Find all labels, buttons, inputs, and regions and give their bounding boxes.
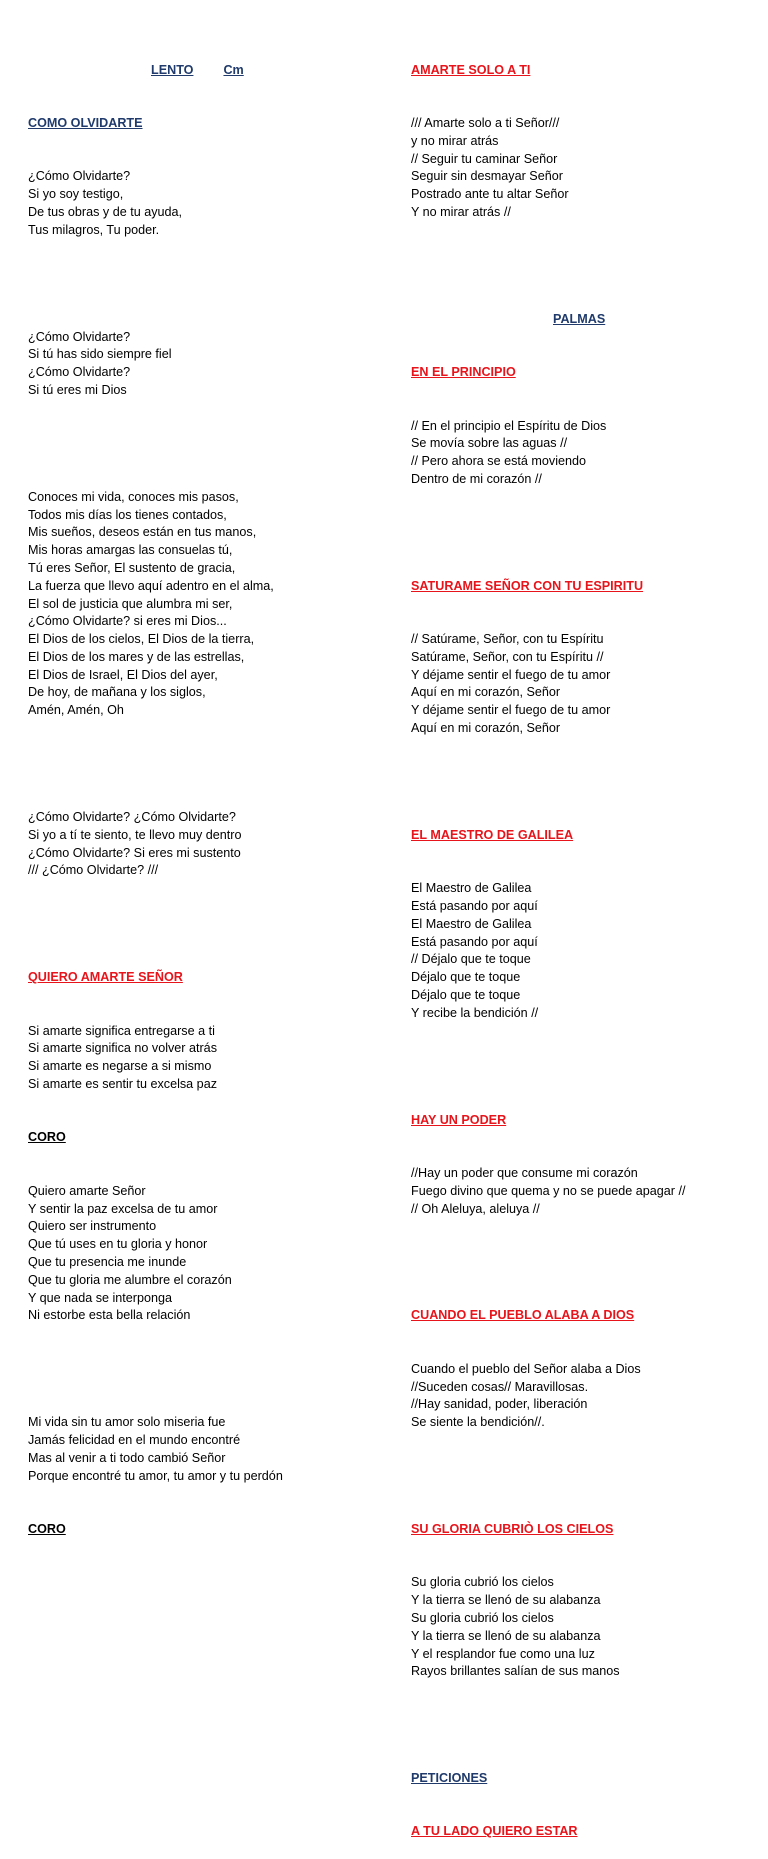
lyric-line: Está pasando por aquí xyxy=(411,899,538,914)
song-title: COMO OLVIDARTE xyxy=(28,115,143,130)
lyric-line: ¿Cómo Olvidarte? Si eres mi sustento xyxy=(28,845,241,860)
lyric-line: // Déjalo que te toque xyxy=(411,952,531,967)
chorus-label: CORO xyxy=(28,1130,66,1145)
lyrics xyxy=(411,115,751,222)
lyric-line: // Oh Aleluya, aleluya // xyxy=(411,1201,540,1216)
lyric-line: Su gloria cubrió los cielos xyxy=(411,1575,554,1590)
tempo-label: LENTO xyxy=(151,62,194,77)
tempo-header xyxy=(28,62,383,80)
lyric-line: ¿Cómo Olvidarte? xyxy=(28,329,131,344)
lyric-line: Mas al venir a ti todo cambió Señor xyxy=(28,1450,226,1465)
lyrics xyxy=(411,631,751,738)
lyric-line: Se movía sobre las aguas // xyxy=(411,436,568,451)
song-title: EL MAESTRO DE GALILEA xyxy=(411,827,574,842)
lyric-line: El Dios de los cielos, El Dios de la tierra, xyxy=(28,632,255,647)
song-title: CUANDO EL PUEBLO ALABA A DIOS xyxy=(411,1308,635,1323)
lyric-line: ¿Cómo Olvidarte? ¿Cómo Olvidarte? xyxy=(28,810,236,825)
lyric-line: Aquí en mi corazón, Señor xyxy=(411,685,561,700)
lyric-line: // Pero ahora se está moviendo xyxy=(411,454,587,469)
lyric-line: Aquí en mi corazón, Señor xyxy=(411,721,561,736)
lyric-line: Cuando el pueblo del Señor alaba a Dios xyxy=(411,1361,641,1376)
lyric-line: Si tú has sido siempre fiel xyxy=(28,347,172,362)
song-title: QUIERO AMARTE SEÑOR xyxy=(28,970,183,985)
lyric-line: Amén, Amén, Oh xyxy=(28,703,124,718)
lyric-line: Y déjame sentir el fuego de tu amor xyxy=(411,703,611,718)
lyrics xyxy=(411,1165,751,1218)
lyric-line: /// ¿Cómo Olvidarte? /// xyxy=(28,863,159,878)
verse xyxy=(28,809,383,880)
lyric-line: Se siente la bendición//. xyxy=(411,1415,545,1430)
verse xyxy=(28,329,383,400)
lyric-line: // Seguir tu caminar Señor xyxy=(411,151,558,166)
lyric-line: Si amarte es sentir tu excelsa paz xyxy=(28,1077,217,1092)
song-title: HAY UN PODER xyxy=(411,1112,507,1127)
lyric-line: De hoy, de mañana y los siglos, xyxy=(28,685,206,700)
song-title: EN EL PRINCIPIO xyxy=(411,365,516,380)
lyric-line: Conoces mi vida, conoces mis pasos, xyxy=(28,489,239,504)
lyric-line: El sol de justicia que alumbra mi ser, xyxy=(28,596,233,611)
lyric-line: Si tú eres mi Dios xyxy=(28,382,127,397)
lyric-line: Déjalo que te toque xyxy=(411,988,521,1003)
lyric-line: El Maestro de Galilea xyxy=(411,881,532,896)
verse xyxy=(28,1414,383,1485)
lyric-line: Quiero amarte Señor xyxy=(28,1183,146,1198)
lyric-line: Que tu gloria me alumbre el corazón xyxy=(28,1272,232,1287)
lyric-line: Y no mirar atrás // xyxy=(411,204,511,219)
lyric-line: Jamás felicidad en el mundo encontré xyxy=(28,1432,241,1447)
lyric-line: El Dios de los mares y de las estrellas, xyxy=(28,649,245,664)
lyrics xyxy=(411,418,751,489)
verse xyxy=(28,1023,383,1094)
key-label: Cm xyxy=(223,62,244,77)
lyric-line: Si amarte es negarse a si mismo xyxy=(28,1059,212,1074)
song-title: SU GLORIA CUBRIÒ LOS CIELOS xyxy=(411,1521,614,1536)
lyric-line: Fuego divino que quema y no se puede apagar // xyxy=(411,1183,686,1198)
lyric-line: El Maestro de Galilea xyxy=(411,916,532,931)
lyric-line: Tus milagros, Tu poder. xyxy=(28,222,160,237)
lyric-line: // En el principio el Espíritu de Dios xyxy=(411,418,607,433)
lyric-line: Mis sueños, deseos están en tus manos, xyxy=(28,525,257,540)
lyric-line: Y la tierra se llenó de su alabanza xyxy=(411,1593,601,1608)
song-title: A TU LADO QUIERO ESTAR xyxy=(411,1824,578,1839)
lyric-line: Ni estorbe esta bella relación xyxy=(28,1308,191,1323)
lyric-line: Que tú uses en tu gloria y honor xyxy=(28,1237,208,1252)
lyric-line: Si amarte significa no volver atrás xyxy=(28,1041,217,1056)
lyric-line: Y el resplandor fue como una luz xyxy=(411,1646,595,1661)
lyric-line: //Suceden cosas// Maravillosas. xyxy=(411,1379,589,1394)
lyric-line: La fuerza que llevo aquí adentro en el alma, xyxy=(28,578,274,593)
lyric-line: ¿Cómo Olvidarte? si eres mi Dios... xyxy=(28,614,227,629)
lyrics xyxy=(411,1574,751,1681)
lyric-line: /// Amarte solo a ti Señor/// xyxy=(411,115,560,130)
lyric-line: ¿Cómo Olvidarte? xyxy=(28,365,131,380)
lyric-line: Tú eres Señor, El sustento de gracia, xyxy=(28,560,236,575)
lyric-line: y no mirar atrás xyxy=(411,133,499,148)
lyrics xyxy=(411,1361,751,1432)
section-heading: PETICIONES xyxy=(411,1771,488,1786)
lyric-line: Y sentir la paz excelsa de tu amor xyxy=(28,1201,218,1216)
right-column xyxy=(411,26,751,1859)
lyric-line: El Dios de Israel, El Dios del ayer, xyxy=(28,667,218,682)
lyric-line: Su gloria cubrió los cielos xyxy=(411,1610,554,1625)
verse xyxy=(28,168,383,239)
lyric-line: Porque encontré tu amor, tu amor y tu perdón xyxy=(28,1468,283,1483)
lyric-line: Que tu presencia me inunde xyxy=(28,1254,187,1269)
song-title: AMARTE SOLO A TI xyxy=(411,62,531,77)
lyric-line: ¿Cómo Olvidarte? xyxy=(28,169,131,184)
lyric-line: Está pasando por aquí xyxy=(411,934,538,949)
lyric-line: Si yo a tí te siento, te llevo muy dentro xyxy=(28,827,242,842)
lyrics xyxy=(411,880,751,1022)
lyric-line: Y déjame sentir el fuego de tu amor xyxy=(411,667,611,682)
lyric-line: Postrado ante tu altar Señor xyxy=(411,187,569,202)
chorus-label: CORO xyxy=(28,1521,66,1536)
lyric-line: De tus obras y de tu ayuda, xyxy=(28,204,183,219)
lyric-line: Mis horas amargas las consuelas tú, xyxy=(28,543,233,558)
lyric-line: Déjalo que te toque xyxy=(411,970,521,985)
song-title: SATURAME SEÑOR CON TU ESPIRITU xyxy=(411,578,644,593)
lyric-line: Satúrame, Señor, con tu Espíritu // xyxy=(411,649,604,664)
section-heading: PALMAS xyxy=(553,311,606,326)
lyric-line: Dentro de mi corazón // xyxy=(411,471,542,486)
lyric-line: //Hay un poder que consume mi corazón xyxy=(411,1166,638,1180)
lyric-line: Si amarte significa entregarse a ti xyxy=(28,1023,215,1038)
lyric-line: Seguir sin desmayar Señor xyxy=(411,169,563,184)
lyric-line: Todos mis días los tienes contados, xyxy=(28,507,227,522)
left-column xyxy=(28,26,383,1557)
lyric-line: Si yo soy testigo, xyxy=(28,187,124,202)
lyric-line: //Hay sanidad, poder, liberación xyxy=(411,1397,588,1412)
chorus xyxy=(28,1183,383,1325)
lyric-line: Y que nada se interponga xyxy=(28,1290,173,1305)
lyric-line: Quiero ser instrumento xyxy=(28,1219,157,1234)
lyric-line: Y recibe la bendición // xyxy=(411,1005,539,1020)
lyric-line: Mi vida sin tu amor solo miseria fue xyxy=(28,1415,226,1430)
lyric-line: Rayos brillantes salían de sus manos xyxy=(411,1664,620,1679)
lyric-line: Y la tierra se llenó de su alabanza xyxy=(411,1628,601,1643)
lyric-line: // Satúrame, Señor, con tu Espíritu xyxy=(411,632,604,647)
verse xyxy=(28,489,383,720)
